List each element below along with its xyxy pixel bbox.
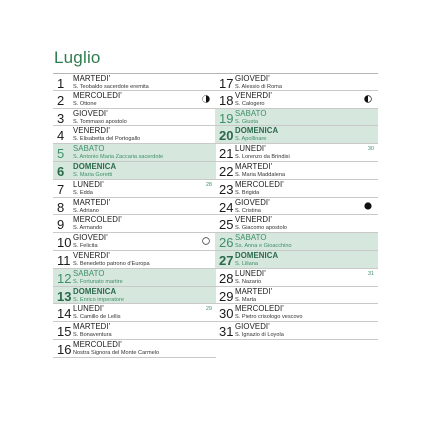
saint-name: S. Liliana bbox=[235, 260, 259, 267]
day-row bbox=[53, 287, 216, 305]
day-number: 18 bbox=[219, 92, 234, 108]
day-row bbox=[215, 251, 378, 269]
saint-name: S. Giacomo apostolo bbox=[235, 225, 287, 232]
day-of-week: LUNEDI' bbox=[235, 144, 266, 154]
saint-name: S. Marta bbox=[235, 296, 257, 303]
day-number: 8 bbox=[57, 199, 65, 215]
day-row bbox=[53, 126, 216, 144]
day-row bbox=[53, 304, 216, 322]
day-of-week: VENERDI' bbox=[73, 250, 110, 260]
saint-name: S. Bonaventura bbox=[73, 332, 112, 339]
day-number: 4 bbox=[57, 128, 65, 144]
saint-name: S. Nazario bbox=[235, 278, 262, 285]
day-number: 7 bbox=[57, 181, 65, 197]
moon-full-icon bbox=[202, 237, 210, 245]
day-number: 2 bbox=[57, 92, 65, 108]
day-of-week: VENERDI' bbox=[235, 90, 272, 100]
day-number: 5 bbox=[57, 146, 65, 162]
day-row bbox=[53, 162, 216, 180]
saint-name: S. Pietro crisologo vescovo bbox=[235, 314, 303, 321]
day-row bbox=[53, 322, 216, 340]
day-of-week: LUNEDI' bbox=[73, 304, 104, 314]
day-number: 19 bbox=[219, 110, 234, 126]
day-number: 30 bbox=[219, 306, 234, 322]
day-of-week: MARTEDI' bbox=[73, 74, 111, 83]
day-of-week: MERCOLEDI' bbox=[235, 304, 284, 314]
saint-name: S. Antonio Maria Zaccaria sacerdote bbox=[73, 154, 164, 161]
day-row bbox=[53, 198, 216, 216]
day-row bbox=[215, 180, 378, 198]
day-of-week: SABATO bbox=[235, 108, 267, 118]
day-of-week: GIOVEDI' bbox=[235, 74, 270, 83]
day-of-week: MARTEDI' bbox=[73, 197, 111, 207]
day-number: 29 bbox=[219, 288, 234, 304]
saint-name: S. Calogero bbox=[235, 100, 265, 107]
day-number: 20 bbox=[219, 128, 234, 144]
day-of-week: LUNEDI' bbox=[73, 179, 104, 189]
day-of-week: VENERDI' bbox=[235, 215, 272, 225]
saint-name: S. Adriano bbox=[73, 207, 99, 214]
saint-name: S. Benedetto patrono d'Europa bbox=[73, 260, 150, 267]
day-row bbox=[53, 233, 216, 251]
saint-name: S. Maria Maddalena bbox=[235, 171, 286, 178]
moon-new-icon bbox=[364, 202, 372, 210]
day-row bbox=[215, 322, 378, 340]
saint-name: S. Alessio di Roma bbox=[235, 84, 282, 90]
saint-name: S. Ottone bbox=[73, 100, 97, 107]
day-row bbox=[53, 269, 216, 287]
saint-name: Ss. Anna e Gioacchino bbox=[235, 243, 292, 250]
week-number: 31 bbox=[367, 270, 374, 277]
saint-name: S. Camillo de Lellis bbox=[73, 314, 121, 321]
saint-name: S. Ignazio di Loyola bbox=[235, 332, 284, 339]
day-row bbox=[53, 109, 216, 127]
saint-name: S. Elisabetta del Portogallo bbox=[73, 136, 141, 143]
moon-last-quarter-icon bbox=[202, 95, 210, 103]
month-title: Luglio bbox=[54, 48, 101, 67]
day-row bbox=[53, 91, 216, 109]
week-number: 30 bbox=[367, 146, 374, 153]
saint-name: S. Brigida bbox=[235, 189, 260, 196]
day-number: 16 bbox=[57, 341, 72, 357]
day-of-week: DOMENICA bbox=[73, 161, 117, 171]
day-of-week: MERCOLEDI' bbox=[235, 179, 284, 189]
day-of-week: MERCOLEDI' bbox=[73, 90, 122, 100]
week-number: 28 bbox=[205, 181, 212, 188]
day-number: 27 bbox=[219, 252, 234, 268]
day-row bbox=[215, 304, 378, 322]
day-row bbox=[53, 180, 216, 198]
saint-name: S. Apollinare bbox=[235, 136, 267, 143]
day-row bbox=[53, 144, 216, 162]
saint-name: S. Fortunato martire bbox=[73, 278, 123, 285]
day-of-week: GIOVEDI' bbox=[235, 322, 270, 332]
day-number: 22 bbox=[219, 163, 234, 179]
day-number: 21 bbox=[219, 146, 234, 162]
saint-name: S. Maria Goretti bbox=[73, 171, 113, 178]
day-number: 28 bbox=[219, 270, 234, 286]
day-number: 13 bbox=[57, 288, 72, 304]
saint-name: S. Giusta bbox=[235, 118, 259, 125]
day-of-week: MARTEDI' bbox=[73, 322, 111, 332]
day-row bbox=[215, 144, 378, 162]
day-number: 17 bbox=[219, 76, 234, 91]
day-number: 26 bbox=[219, 235, 234, 251]
day-number: 24 bbox=[219, 199, 234, 215]
day-of-week: MARTEDI' bbox=[235, 286, 273, 296]
day-number: 11 bbox=[57, 252, 71, 268]
day-of-week: DOMENICA bbox=[235, 126, 279, 136]
saint-name: S. Cristina bbox=[235, 207, 261, 214]
day-of-week: DOMENICA bbox=[235, 250, 279, 260]
day-number: 6 bbox=[57, 163, 65, 179]
day-of-week: SABATO bbox=[235, 233, 267, 243]
day-of-week: GIOVEDI' bbox=[235, 197, 270, 207]
saint-name: S. Armando bbox=[73, 225, 103, 232]
day-number: 9 bbox=[57, 217, 65, 233]
saint-name: Nostra Signora del Monte Carmelo bbox=[73, 349, 160, 356]
day-number: 3 bbox=[57, 110, 65, 126]
day-number: 31 bbox=[219, 324, 234, 340]
day-number: 23 bbox=[219, 181, 234, 197]
day-row bbox=[215, 269, 378, 287]
day-row bbox=[215, 215, 378, 233]
day-row bbox=[215, 126, 378, 144]
day-row bbox=[53, 73, 216, 91]
day-row bbox=[215, 233, 378, 251]
day-of-week: MERCOLEDI' bbox=[73, 215, 122, 225]
day-of-week: MARTEDI' bbox=[235, 161, 273, 171]
day-number: 15 bbox=[57, 324, 72, 340]
day-of-week: LUNEDI' bbox=[235, 268, 266, 278]
moon-first-quarter-icon bbox=[364, 95, 372, 103]
day-number: 12 bbox=[57, 270, 72, 286]
saint-name: S. Teobaldo sacerdote eremita bbox=[73, 84, 149, 90]
day-of-week: GIOVEDI' bbox=[73, 233, 108, 243]
day-row bbox=[215, 91, 378, 109]
day-number: 14 bbox=[57, 306, 72, 322]
saint-name: S. Enrico imperatore bbox=[73, 296, 124, 303]
day-of-week: VENERDI' bbox=[73, 126, 110, 136]
calendar-column-right bbox=[215, 73, 378, 340]
saint-name: S. Lorenzo da Brindisi bbox=[235, 154, 290, 161]
saint-name: S. Felicita bbox=[73, 243, 98, 250]
day-row bbox=[215, 109, 378, 127]
calendar-column-left bbox=[53, 73, 216, 358]
day-row bbox=[53, 251, 216, 269]
day-row bbox=[215, 162, 378, 180]
day-row bbox=[53, 340, 216, 358]
day-row bbox=[215, 198, 378, 216]
day-of-week: SABATO bbox=[73, 144, 105, 154]
saint-name: S. Edda bbox=[73, 189, 93, 196]
day-of-week: MERCOLEDI' bbox=[73, 339, 122, 349]
week-number: 29 bbox=[205, 306, 212, 313]
day-of-week: DOMENICA bbox=[73, 286, 117, 296]
day-of-week: SABATO bbox=[73, 268, 105, 278]
day-row bbox=[215, 287, 378, 305]
day-number: 10 bbox=[57, 235, 72, 251]
day-number: 25 bbox=[219, 217, 234, 233]
day-row bbox=[215, 73, 378, 91]
day-number: 1 bbox=[57, 76, 65, 91]
day-row bbox=[53, 215, 216, 233]
saint-name: S. Tommaso apostolo bbox=[73, 118, 127, 125]
day-of-week: GIOVEDI' bbox=[73, 108, 108, 118]
